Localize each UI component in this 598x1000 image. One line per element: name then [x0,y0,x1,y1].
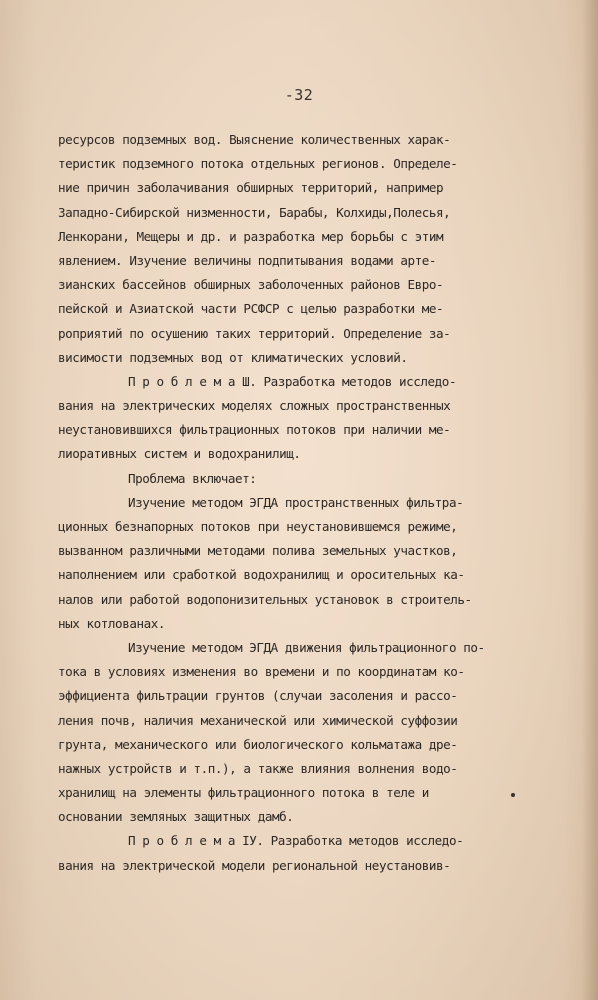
text-line: основании земляных защитных дамб. [58,809,294,825]
text-line: пейской и Азиатской части РСФСР с целью разработки ме- [58,301,444,317]
text-line: висимости подземных вод от климатических условий. [58,349,408,365]
text-line: Ленкорани, Мещеры и др. и разработка мер борьбы с этим [58,228,444,244]
text-line: хранилищ на элементы фильтрационного потока в теле и [58,785,429,801]
page-edge-shadow [582,0,598,1000]
text-line: П р о б л е м а IУ. Разработка методов исследо- [128,833,464,849]
text-line: П р о б л е м а Ш. Разработка методов исследо- [128,373,457,389]
text-line: ления почв, наличия механической или химической суффозии [58,712,458,728]
text-line: эффициента фильтрации грунтов (случаи засоления и рассо- [58,688,458,704]
text-line: вания на электрической модели региональной неустановив- [58,857,451,873]
text-line: теристик подземного потока отдельных регионов. Определе- [58,156,458,172]
text-line: явлением. Изучение величины подпитывания водами арте- [58,252,437,268]
text-line: зианских бассейнов обширных заболоченных районов Евро- [58,277,444,293]
text-line: ционных безнапорных потоков при неустановившемся режиме, [58,519,458,534]
text-line: Изучение методом ЭГДА пространственных фильтра- [128,494,464,510]
text-line: роприятий по осушению таких территорий. Определение за- [58,325,451,341]
text-line: налов или работой водопонизительных установок в строитель- [58,591,472,607]
text-line: Изучение методом ЭГДА движения фильтрационного по- [128,639,485,655]
text-line: грунта, механического или биологического кольматажа дре- [58,736,458,752]
text-line: лиоративных систем и водохранилищ. [58,446,301,462]
text-line: ных котлованах. [58,615,165,631]
text-line: нажных устройств и т.п.), а также влияния волнения водо- [58,760,458,776]
page-number: -32 [284,86,314,104]
text-line: ние причин заболачивания обширных территорий, например [58,180,444,196]
text-line: наполнением или сработкой водохранилищ и оросительных ка- [58,567,465,583]
text-line: Западно-Сибирской низменности, Барабы, Колхиды,Полесья, [58,204,451,220]
text-line: тока в условиях изменения во времени и по координатам ко- [58,664,465,680]
text-line: неустановившихся фильтрационных потоков при наличии ме- [58,422,451,438]
text-line: вания на электрических моделях сложных пространственных [58,398,451,414]
ink-dot [511,793,515,797]
text-line: Проблема включает: [128,470,257,486]
body-text [58,128,558,878]
text-line: вызванном различными методами полива земельных участков, [58,543,458,559]
text-line: ресурсов подземных вод. Выяснение количественных харак- [58,132,451,147]
